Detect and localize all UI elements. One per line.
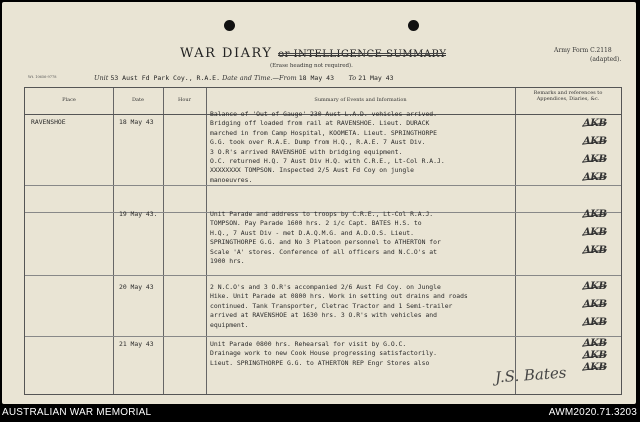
footer-institution: AUSTRALIAN WAR MEMORIAL — [2, 407, 152, 418]
summary-line: Bridging off loaded from rail at RAVENSHOE. Lieut. DURACK — [210, 119, 430, 128]
to-date: 21 May 43 — [358, 74, 394, 82]
initials-mark: AKB — [583, 245, 607, 256]
initials-mark: AKB — [583, 317, 607, 328]
col-place: Place — [62, 97, 76, 103]
column-divider — [163, 88, 164, 394]
row-divider — [25, 336, 621, 337]
summary-line: Drainage work to new Cook House progressing satisfactorily. — [210, 349, 438, 358]
summary-line: 1900 hrs. — [210, 257, 245, 266]
army-form-number: Army Form C.2118 — [554, 47, 612, 54]
summary-line: Unit Parade 0800 hrs. Rehearsal for visit by G.O.C. — [210, 340, 407, 348]
summary-line: arrived at RAVENSHOE at 1630 hrs. 3 O.R's with vehicles and — [210, 311, 438, 320]
footer-accession-number: AWM2020.71.3203 — [548, 407, 637, 418]
summary-line: equipment. — [210, 320, 249, 329]
entry-date: 20 May 43 — [119, 283, 154, 291]
page-title — [180, 46, 446, 61]
diary-page — [2, 2, 636, 404]
unit-label: Unit — [94, 74, 109, 82]
struck-heading: or INTELLIGENCE SUMMARY — [278, 49, 447, 60]
summary-line: Scale 'A' stores. Conference of all officers and N.C.O's at — [210, 247, 438, 256]
heading-note: (Erase heading not required). — [270, 63, 353, 69]
initials-mark: AKB — [583, 281, 607, 292]
initials-mark: AKB — [583, 118, 607, 129]
initials-mark: AKB — [583, 362, 607, 373]
date-time-label: Date and Time.—From — [222, 74, 297, 82]
signature: J.S. Bates — [494, 363, 568, 387]
column-divider — [515, 88, 516, 394]
initials-mark: AKB — [583, 172, 607, 183]
print-code: Wt. 10656-9778 — [28, 75, 57, 79]
summary-line: manoeuvres. — [210, 175, 253, 184]
entry-date: 21 May 43 — [119, 340, 154, 348]
initials-mark: AKB — [583, 299, 607, 310]
col-remarks: Remarks and references to Appendices, Diaries, &c. — [533, 90, 603, 102]
punch-hole — [224, 20, 235, 31]
col-summary: Summary of Events and Information — [314, 97, 407, 103]
entry-summary — [210, 210, 441, 266]
from-date: 18 May 43 — [298, 74, 334, 82]
column-divider — [113, 88, 114, 394]
row-divider — [25, 275, 621, 276]
initials-mark: AKB — [583, 136, 607, 147]
summary-line: 3 O.R's arrived RAVENSHOE with bridging equipment. — [210, 147, 403, 156]
army-form-label — [554, 46, 621, 64]
army-form-note: (adapted). — [590, 56, 622, 63]
title-text: WAR DIARY — [180, 46, 273, 61]
initials-mark: AKB — [583, 338, 607, 349]
unit-name: 53 Aust Fd Park Coy., R.A.E. — [110, 74, 221, 82]
entry-summary — [210, 283, 468, 330]
col-date: Date — [132, 97, 144, 103]
summary-line: marched in from Camp Hospital, KOOMETA. Lieut. SPRINGTHORPE — [210, 128, 438, 137]
summary-line: Balance of 'Out of Gauge' 230 Aust L.A.D. vehicles arrived. — [210, 110, 438, 118]
col-hour: Hour — [178, 97, 191, 103]
place-cell: RAVENSHOE — [31, 118, 66, 126]
entry-date: 19 May 43. — [119, 210, 158, 218]
summary-line: continued. Tank Transporter, Cletrac Tractor and 1 Semi-trailer — [210, 301, 453, 310]
initials-mark: AKB — [583, 227, 607, 238]
entry-summary — [210, 340, 437, 368]
initials-mark: AKB — [583, 350, 607, 361]
summary-line: Lieut. SPRINGTHORPE G.G. to ATHERTON REP Engr Stores also — [210, 358, 430, 367]
summary-line: 2 N.C.O's and 3 O.R's accompanied 2/6 Aust Fd Coy. on Jungle — [210, 283, 441, 291]
to-label: To — [348, 74, 357, 82]
unit-line — [94, 74, 394, 82]
summary-line: H.Q., 7 Aust Div - met D.A.Q.M.G. and A.D.O.S. Lieut. — [210, 228, 414, 237]
summary-line: G.G. took over R.A.E. Dump from H.Q., R.A.E. 7 Aust Div. — [210, 138, 426, 147]
punch-hole — [408, 20, 419, 31]
summary-line: TOMPSON. Pay Parade 1600 hrs. 2 i/c Capt. BATES H.S. to — [210, 219, 422, 228]
initials-mark: AKB — [583, 209, 607, 220]
summary-line: SPRINGTHORPE G.G. and No 3 Platoon personnel to ATHERTON for — [210, 238, 441, 247]
summary-line: Hike. Unit Parade at 0800 hrs. Work in setting out drains and roads — [210, 292, 468, 301]
diary-table — [24, 87, 622, 395]
summary-line: XXXXXXXX TOMPSON. Inspected 2/5 Aust Fd Coy on jungle — [210, 166, 414, 175]
summary-line: O.C. returned H.Q. 7 Aust Div H.Q. with C.R.E., Lt-Col R.A.J. — [210, 157, 445, 166]
column-divider — [206, 88, 207, 394]
initials-mark: AKB — [583, 154, 607, 165]
entry-date: 18 May 43 — [119, 118, 154, 126]
summary-line: Unit Parade and address to troops by C.R.E., Lt-Col R.A.J. — [210, 210, 434, 218]
entry-summary — [210, 110, 445, 185]
